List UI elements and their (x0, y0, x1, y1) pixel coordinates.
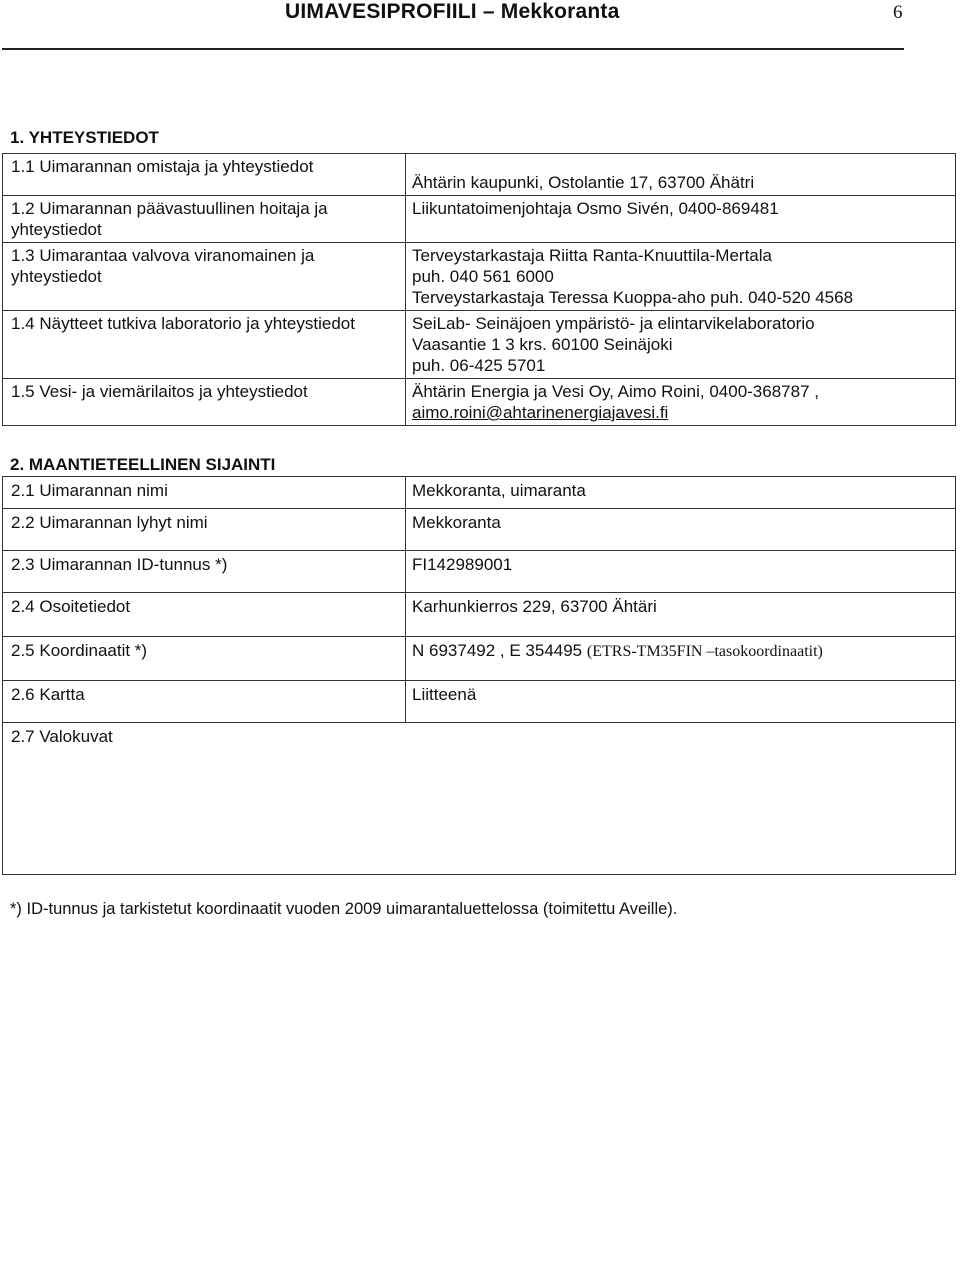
row-value (406, 379, 956, 426)
table-row (3, 551, 956, 593)
row-label: 2.1 Uimarannan nimi (3, 477, 406, 509)
row-value: FI142989001 (406, 551, 956, 593)
row-value (406, 637, 956, 681)
value-line: Terveystarkastaja Riitta Ranta-Knuuttila-Mertala (412, 246, 772, 265)
row-value: Ähtärin kaupunki, Ostolantie 17, 63700 Ähätri (406, 154, 956, 196)
contact-table (2, 153, 956, 426)
section-1-heading: 1. YHTEYSTIEDOT (10, 128, 159, 147)
table-row (3, 243, 956, 311)
table-row (3, 637, 956, 681)
row-label: 2.6 Kartta (3, 681, 406, 723)
footnote: *) ID-tunnus ja tarkistetut koordinaatit vuoden 2009 uimarantaluettelossa (toimitettu Aveille). (10, 900, 678, 918)
row-label: 2.5 Koordinaatit *) (3, 637, 406, 681)
table-row (3, 379, 956, 426)
row-label: 2.2 Uimarannan lyhyt nimi (3, 509, 406, 551)
row-value: Karhunkierros 229, 63700 Ähtäri (406, 593, 956, 637)
value-line: SeiLab- Seinäjoen ympäristö- ja elintarvikelaboratorio (412, 314, 815, 333)
table-row (3, 723, 956, 875)
table-row (3, 196, 956, 243)
row-label: 1.3 Uimarantaa valvova viranomainen ja yhteystiedot (3, 243, 406, 311)
table-row (3, 593, 956, 637)
row-label: 1.5 Vesi- ja viemärilaitos ja yhteystiedot (3, 379, 406, 426)
email-link[interactable]: aimo.roini@ahtarinenergiajavesi.fi (412, 403, 669, 422)
page-number: 6 (893, 2, 903, 23)
coordinate-system: (ETRS-TM35FIN –tasokoordinaatit) (586, 643, 823, 660)
header-divider (2, 48, 904, 50)
row-label: 2.7 Valokuvat (3, 723, 406, 875)
table-row (3, 154, 956, 196)
document-title: UIMAVESIPROFIILI – Mekkoranta (285, 0, 620, 23)
row-label: 1.2 Uimarannan päävastuullinen hoitaja ja yhteystiedot (3, 196, 406, 243)
row-label: 2.3 Uimarannan ID-tunnus *) (3, 551, 406, 593)
table-row (3, 681, 956, 723)
row-label: 2.4 Osoitetiedot (3, 593, 406, 637)
value-line: puh. 06-425 5701 (412, 356, 546, 375)
row-label: 1.1 Uimarannan omistaja ja yhteystiedot (3, 154, 406, 196)
coordinates-value: N 6937492 , E 354495 (412, 641, 583, 660)
value-line: Vaasantie 1 3 krs. 60100 Seinäjoki (412, 335, 673, 354)
section-2-heading: 2. MAANTIETEELLINEN SIJAINTI (10, 455, 276, 474)
table-row (3, 509, 956, 551)
page-header (0, 0, 960, 52)
value-line: Terveystarkastaja Teressa Kuoppa-aho puh. 040-520 4568 (412, 288, 854, 307)
value-line: puh. 040 561 6000 (412, 267, 554, 286)
row-value: Liikuntatoimenjohtaja Osmo Sivén, 0400-869481 (406, 196, 956, 243)
row-value (406, 723, 956, 875)
row-value: Liitteenä (406, 681, 956, 723)
row-value: Mekkoranta, uimaranta (406, 477, 956, 509)
row-value: Mekkoranta (406, 509, 956, 551)
value-line: Ähtärin Energia ja Vesi Oy, Aimo Roini, 0400-368787 , (412, 382, 819, 401)
row-value (406, 243, 956, 311)
table-row (3, 477, 956, 509)
row-label: 1.4 Näytteet tutkiva laboratorio ja yhteystiedot (3, 311, 406, 379)
row-value (406, 311, 956, 379)
table-row (3, 311, 956, 379)
location-table (2, 476, 956, 875)
